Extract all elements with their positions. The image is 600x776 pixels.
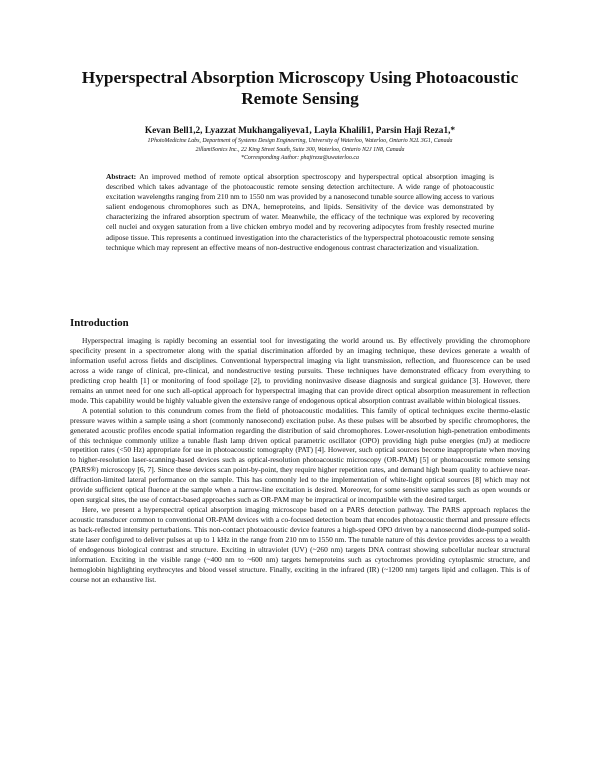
section-heading-introduction: Introduction xyxy=(70,317,129,329)
corresponding-author: *Corresponding Author: phajireza@uwaterloo.ca xyxy=(241,155,359,161)
affiliation-1: 1PhotoMedicine Labs, Department of Systems Design Engineering, University of Waterloo, Waterloo, Ontario N2L 3G1, Canada xyxy=(147,138,453,144)
intro-paragraph-2: A potential solution to this conundrum comes from the field of photoacoustic modalities. This family of optical techniques excite thermo-elastic pressure waves within a sample using a short (commonly nanosecond) excitation pulse. As these pulses will be absorbed by specific chromophores, the generated acoustic profiles encode spatial information regarding the distribution of said chromophores. Lower-resolution high-penetration embodiments of this technique commonly utilize a tunable flash lamp driven optical parametric oscillator (OPO) providing high pulse energies (mJ) at mediocre repetition rates (<50 Hz) appropriate for use in photoacoustic tomography (PAT) [4]. However, such optical sources become inappropriate when moving to higher-resolution laser-scanning-based devices such as optical-resolution photoacoustic microscopy (OR-PAM) [5] or photoacoustic remote sensing (PARS®) microscopy [6, 7]. Since these devices scan point-by-point, they require higher repetition rates, and demand high beam quality to achieve near-diffraction-limited lateral performance on the sample. This has commonly led to the implementation of white-light optical sources [8] which may not provide sufficient optical fluence at the sample when a narrow-line excitation is desired. Moreover, for some sensitive samples such as open wounds or open surgical sites, the use of contact-based approaches such as OR-PAM may be impractical or incompatible with the desired target. xyxy=(70,405,530,505)
affiliation-2: 2illumiSonics Inc., 22 King Street South, Suite 300, Waterloo, Ontario N2J 1N8, Canada xyxy=(195,146,405,153)
abstract-text: An improved method of remote optical absorption spectroscopy and hyperspectral optical absorption imaging is described which takes advantage of the photoacoustic remote sensing detection architecture. A wide range of photoacoustic excitation wavelengths ranging from 210 nm to 1550 nm was provided by a nanosecond tunable source allowing access to various salient endogenous chromophores such as DNA, hemeproteins, and lipids. Sensitivity of the device was demonstrated by characterizing the infrared absorption spectrum of water. Meanwhile, the efficacy of the technique was explored by recovering cell nuclei and oxygen saturation from a live chicken embryo model and by recovering adipocytes from freshly resected murine adipose tissue. This represents a continued investigation into the characteristics of the hyperspectral photoacoustic remote sensing technique which may represent an effective means of non-destructive endogenous contrast characterization and visualization. xyxy=(106,172,494,252)
introduction-body xyxy=(70,336,530,585)
abstract xyxy=(106,172,494,253)
author-list: Kevan Bell1,2, Lyazzat Mukhangaliyeva1, Layla Khalili1, Parsin Haji Reza1,* xyxy=(144,126,456,136)
affiliations xyxy=(40,137,560,163)
intro-paragraph-1: Hyperspectral imaging is rapidly becoming an essential tool for investigating the world around us. By effectively providing the chromophore specificity present in a spectrometer along with the spatial discrimination afforded by an imaging technique, these devices generate a wealth of information useful across fields and disciplines. Conventional hyperspectral imaging via light transmission, reflection, and fluorescence can be used across a wide range of clinical, pre-clinical, and nondestructive testing pursuits. These techniques have demonstrated efficacy from everything to predicting crop health [1] or monitoring of food spoilage [2], to providing noninvasive disease diagnosis and surgical guidance [3]. However, there remains an unmet need for one such all-optical approach for hyperspectral imaging that can provide direct optical absorption measurement in reflection mode. This capability would be highly valuable given the extensive range of endogenous optical absorption contrast available within biological tissues. xyxy=(70,336,530,405)
abstract-label: Abstract: xyxy=(106,172,137,181)
paper-title: Hyperspectral Absorption Microscopy Using Photoacoustic Remote Sensing xyxy=(81,68,519,108)
intro-paragraph-3: Here, we present a hyperspectral optical absorption imaging microscope based on a PARS detection pathway. The PARS approach replaces the acoustic transducer common to conventional OR-PAM devices with a co-focused detection beam that encodes photoacoustic thermal and pressure effects as back-reflected intensity perturbations. This non-contact photoacoustic device features a high-speed OPO driven by a nanosecond diode-pumped solid-state laser configured to deliver pulses at up to 1 kHz in the range from 210 nm to 1550 nm. The tunable nature of this device provides access to a wealth of endogenous biological contrast and structure. Exciting in ultraviolet (UV) (~260 nm) targets DNA contrast showing subcellular nuclear structural information. Exciting in the visible range (~400 nm to ~600 nm) targets hemeproteins such as cytochromes providing cytoplasmic structure, and hemoglobin highlighting erythrocytes and blood vessel structure. Finally, exciting in the infrared (IR) (~1200 nm) targets lipid and collagen. This is of course not an exhaustive list. xyxy=(70,505,530,584)
